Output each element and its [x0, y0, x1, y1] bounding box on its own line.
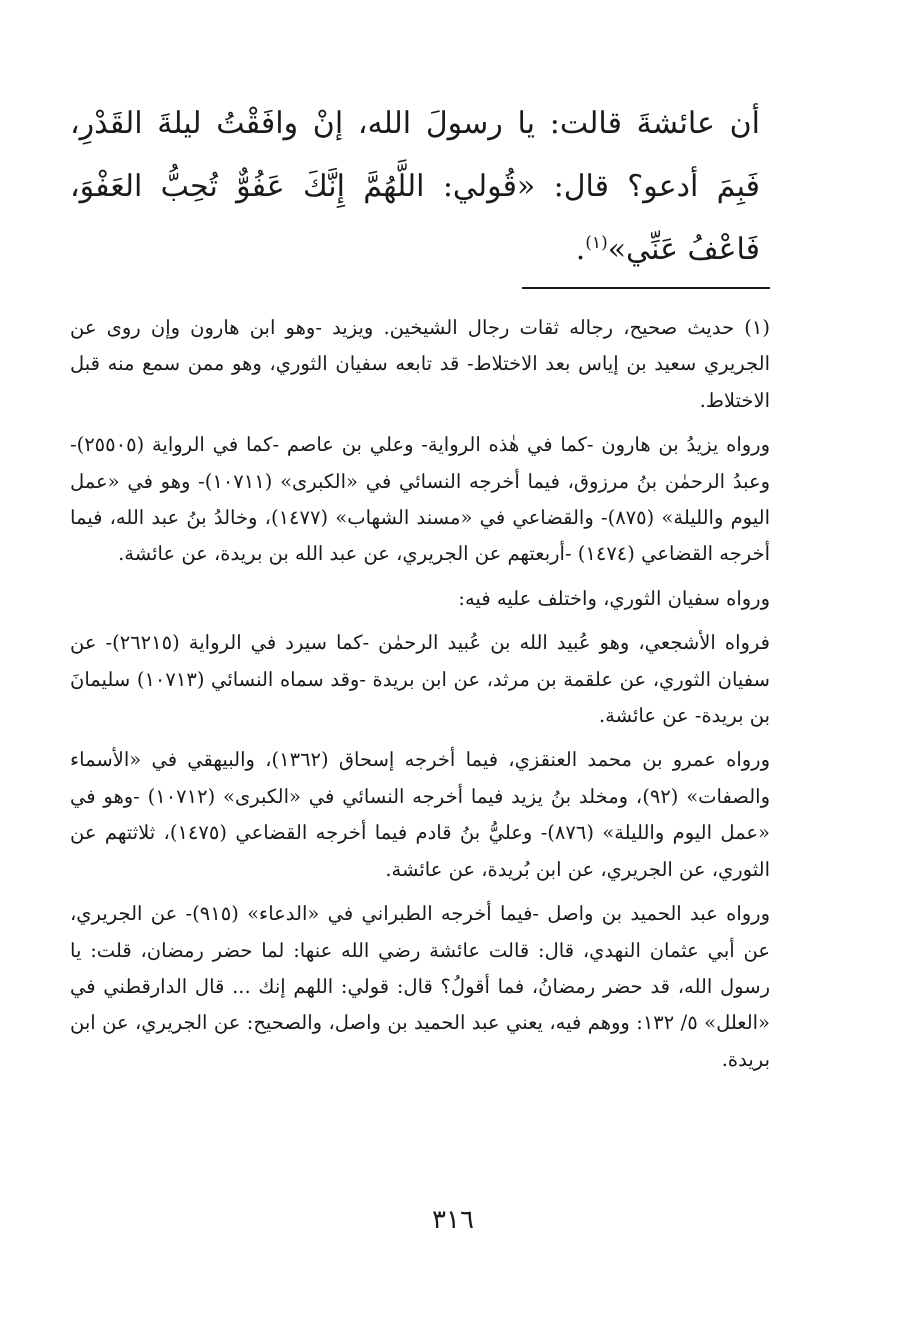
footnote-paragraph: ورواه يزيدُ بن هارون -كما في هٰذه الرواية- وعلي بن عاصم -كما في الرواية (٢٥٥٠٥)- وعبدُ الرحمٰن بنُ مرزوق، فيما أخرجه النسائي في «الكبرى» (١٠٧١١)- وهو في «عمل اليوم والليلة» (٨٧٥)- والقضاعي في «مسند الشهاب» (١٤٧٧)، وخالدُ بنُ عبد الله، فيما أخرجه القضاعي (١٤٧٤) -أربعتهم عن الجريري، عن عبد الله بن بريدة، عن عائشة. [70, 433, 771, 566]
footnote-paragraph: (١) حديث صحيح، رجاله ثقات رجال الشيخين. ويزيد -وهو ابن هارون وإن روى عن الجريري سعيد بن إياس بعد الاختلاط- قد تابعه سفيان الثوري، وهو ممن سمع منه قبل الاختلاط. [70, 316, 770, 412]
footnote-paragraph: ورواه عمرو بن محمد العنقزي، فيما أخرجه إسحاق (١٣٦٢)، والبيهقي في «الأسماء والصفات» (٩٢)، ومخلد بنُ يزيد فيما أخرجه النسائي في «الكبرى» (١٠٧١٢) -وهو في «عمل اليوم والليلة» (٨٧٦)- وعليُّ بنُ قادم فيما أخرجه القضاعي (١٤٧٥)، ثلاثتهم عن الثوري، عن الجريري، عن ابن بُريدة، عن عائشة. [70, 748, 770, 881]
footnote-paragraph: فرواه الأشجعي، وهو عُبيد الله بن عُبيد الرحمٰن -كما سيرد في الرواية (٢٦٢١٥)- عن سفيان الثوري، عن علقمة بن مرثد، عن ابن بريدة -وقد سماه النسائي (١٠٧١٣) سليمانَ بن بريدة- عن عائشة. [70, 631, 770, 728]
footnote-paragraph: ورواه سفيان الثوري، واختلف عليه فيه: [458, 586, 770, 610]
main-text [70, 92, 760, 281]
footnote-reference: (١) [585, 233, 608, 253]
footnotes [70, 310, 770, 1078]
main-text-end: . [575, 232, 586, 267]
footnote-paragraph: ورواه عبد الحميد بن واصل -فيما أخرجه الطبراني في «الدعاء» (٩١٥)- عن الجريري، عن أبي عثمان النهدي، قال: قالت عائشة رضي الله عنها: لما حضر رمضان، قلت: يا رسول الله، قد حضر رمضانُ، فما أقولُ؟ قال: قولي: اللهم إنك ... قال الدارقطني في «العلل» ٥/ ١٣٢: ووهم فيه، يعني عبد الحميد بن واصل، والصحيح: عن الجريري، عن ابن بريدة. [70, 902, 770, 1071]
page-number: ٣١٦ [432, 1205, 474, 1235]
footnote-separator [522, 287, 770, 289]
main-text-body: أن عائشةَ قالت: يا رسولَ الله، إنْ وافَقْتُ ليلةَ القَدْرِ، فَبِمَ أدعو؟ قال: «قُولي: اللَّهُمَّ إِنَّكَ عَفُوٌّ تُحِبُّ العَفْوَ، فَاعْفُ عَنِّي» [70, 106, 760, 267]
